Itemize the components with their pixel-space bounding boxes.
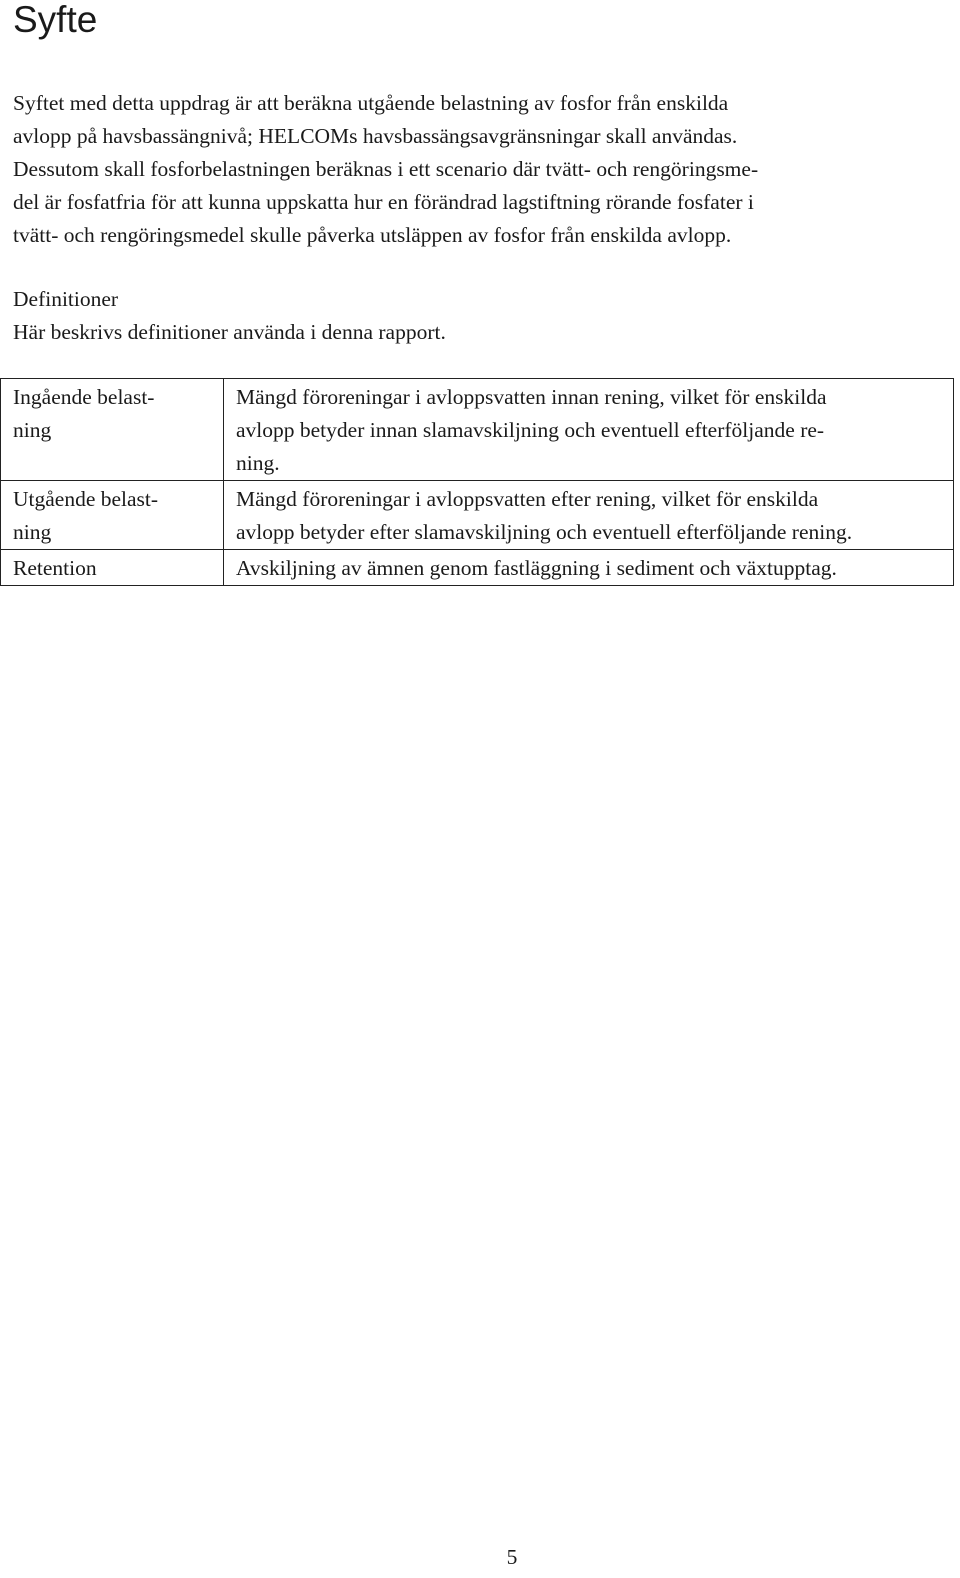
- term-cell: [1, 550, 224, 586]
- intro-line: avlopp på havsbassängnivå; HELCOMs havsbassängsavgränsningar skall användas.: [13, 124, 738, 148]
- description-line: avlopp betyder innan slamavskiljning och eventuell efterföljande re-: [236, 418, 825, 442]
- table-row: [1, 379, 954, 481]
- definitions-section: [13, 283, 446, 349]
- table-row: [1, 550, 954, 586]
- description-cell: [224, 379, 954, 481]
- term-line: ning: [13, 418, 52, 442]
- intro-line: tvätt- och rengöringsmedel skulle påverka utsläppen av fosfor från enskilda avlopp.: [13, 223, 732, 247]
- intro-line: Syftet med detta uppdrag är att beräkna utgående belastning av fosfor från enskilda: [13, 91, 729, 115]
- intro-paragraph: [13, 87, 758, 252]
- description-line: ning.: [236, 451, 280, 475]
- term-line: Utgående belast-: [13, 487, 159, 511]
- description-line: avlopp betyder efter slamavskiljning och eventuell efterföljande rening.: [236, 520, 853, 544]
- description-cell: [224, 481, 954, 550]
- description-line: Avskiljning av ämnen genom fastläggning i sediment och växtupptag.: [236, 556, 837, 580]
- definitions-intro: Här beskrivs definitioner använda i denna rapport.: [13, 320, 446, 344]
- page-number: 5: [506, 1545, 518, 1569]
- term-cell: [1, 379, 224, 481]
- intro-line: del är fosfatfria för att kunna uppskatta hur en förändrad lagstiftning rörande fosfater i: [13, 190, 754, 214]
- description-line: Mängd föroreningar i avloppsvatten innan rening, vilket för enskilda: [236, 385, 827, 409]
- description-cell: [224, 550, 954, 586]
- term-cell: [1, 481, 224, 550]
- definitions-title: Definitioner: [13, 287, 119, 311]
- page-title: Syfte: [13, 0, 98, 40]
- description-line: Mängd föroreningar i avloppsvatten efter rening, vilket för enskilda: [236, 487, 819, 511]
- term-line: Ingående belast-: [13, 385, 155, 409]
- intro-line: Dessutom skall fosforbelastningen beräknas i ett scenario där tvätt- och rengöringsme-: [13, 157, 759, 181]
- table-row: [1, 481, 954, 550]
- term-line: ning: [13, 520, 52, 544]
- definitions-table: [0, 378, 954, 586]
- term-line: Retention: [13, 556, 97, 580]
